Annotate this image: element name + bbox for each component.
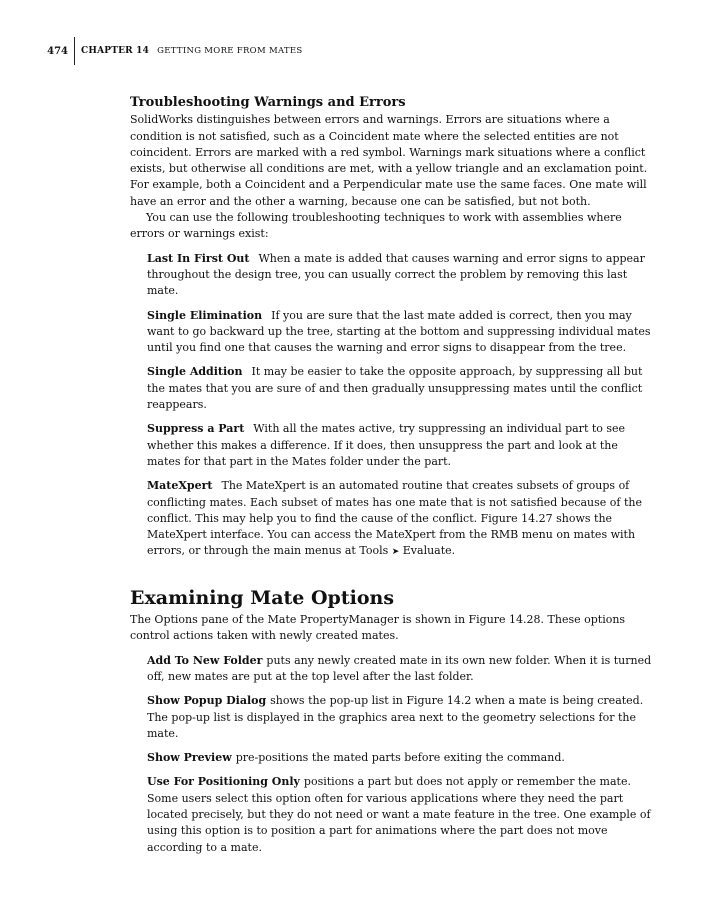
definition-term: Suppress a Part xyxy=(147,422,245,436)
definition-term: Single Addition xyxy=(147,365,243,379)
option-text: shows the pop-up list in Figure 14.2 when a mate is being created. The pop-up list is displayed in the graphics area next to the geometry selections for the mate. xyxy=(147,694,644,740)
troubleshooting-paragraph-2: You can use the following troubleshooting techniques to work with assemblies where errors or warnings exist: xyxy=(130,211,622,241)
option-item xyxy=(147,693,652,742)
definition-term: Last In First Out xyxy=(147,251,250,265)
definition-item xyxy=(147,421,652,470)
option-item xyxy=(147,750,652,766)
option-item xyxy=(147,653,652,686)
definition-text: It may be easier to take the opposite approach, by suppressing all but the mates that you are sure of and then gradually unsuppressing mates until the conflict reappears. xyxy=(147,365,643,412)
section-title-mate-options: Examining Mate Options xyxy=(130,586,395,609)
chapter-title: GETTING MORE FROM MATES xyxy=(157,46,303,56)
troubleshooting-paragraph-1: SolidWorks distinguishes between errors and warnings. Errors are situations where a condition is not satisfied, such as a Coincident mate where the selected entities are not coincident. Errors are marked with a red symbol. Warnings mark situations where a conflict exists, but otherwise all conditions are met, with a yellow triangle and an exclamation point. For example, both a Coincident and a Perpendicular mate use the same faces. One mate will have an error and the other a warning, because one can be satisfied, but not both. xyxy=(130,113,648,208)
definition-term: MateXpert xyxy=(147,479,213,493)
chapter-label: CHAPTER 14 xyxy=(81,46,150,56)
options-intro: The Options pane of the Mate PropertyManager is shown in Figure 14.28. These options control actions taken with newly created mates. xyxy=(130,613,626,643)
definition-item xyxy=(147,364,652,413)
definition-text: If you are sure that the last mate added is correct, then you may want to go backward up the tree, starting at the bottom and suppressing individual mates until you find one that causes the warning and error signs to disappear from the tree. xyxy=(147,308,651,355)
option-text: positions a part but does not apply or remember the mate. Some users select this option often for various applications where they need the part located precisely, but they do not need or want a mate feature in the tree. One example of using this option is to position a part for animations where the part does not move according to a mate. xyxy=(147,775,651,854)
definition-text: With all the mates active, try suppressing an individual part to see whether this makes a difference. If it does, then unsuppress the part and look at the mates for that part in the Mates folder under the part. xyxy=(147,422,626,468)
definition-item xyxy=(147,478,652,560)
option-term: Use For Positioning Only xyxy=(147,775,300,789)
definition-text: When a mate is added that causes warning and error signs to appear throughout the design tree, you can usually correct the problem by removing this last mate. xyxy=(147,251,645,298)
option-term: Show Popup Dialog xyxy=(147,694,267,708)
menu-arrow-icon: ➤ xyxy=(391,547,400,558)
page-body xyxy=(130,95,652,856)
option-text: puts any newly created mate in its own new folder. When it is turned off, new mates are put at the top level after the last folder. xyxy=(147,653,652,683)
running-header xyxy=(20,36,303,66)
page-number: 474 xyxy=(47,45,68,57)
definition-text: The MateXpert is an automated routine that creates subsets of groups of conflicting mates. Each subset of mates has one mate that is not satisfied because of the conflict. This may help you to find the cause of the conflict. Figure 14.27 shows the MateXpert interface. You can access the MateXpert from the RMB menu on mates with errors, or through the main menus at Tools xyxy=(147,479,642,558)
option-item xyxy=(147,774,652,855)
header-divider xyxy=(74,37,75,65)
definition-item xyxy=(147,308,652,357)
section-title-troubleshooting: Troubleshooting Warnings and Errors xyxy=(130,95,406,110)
menu-path-end: Evaluate. xyxy=(402,544,456,558)
definition-item xyxy=(147,251,652,300)
definition-term: Single Elimination xyxy=(147,308,263,322)
option-term: Add To New Folder xyxy=(147,653,263,667)
option-text: pre-positions the mated parts before exiting the command. xyxy=(235,751,565,765)
option-term: Show Preview xyxy=(147,751,232,765)
